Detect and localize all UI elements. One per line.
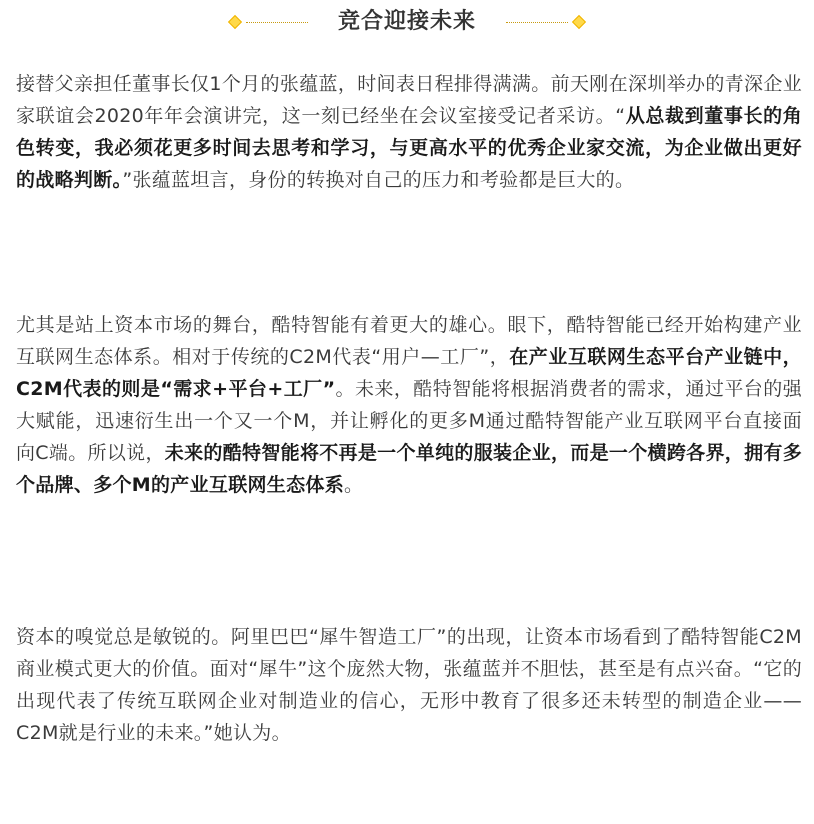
section-title: 竞合迎接未来	[337, 9, 476, 34]
paragraph-2	[16, 309, 802, 501]
paragraph-text: 尤其是站上资本市场的舞台，酷特智能有着更大的雄心。眼下，酷特智能已经开始构建产业互联网生态体系。相对于传统的C2M代表“用户—工厂”，	[16, 314, 802, 368]
dotted-divider	[506, 22, 568, 23]
diamond-icon	[228, 15, 242, 29]
header-ornament-right	[500, 4, 584, 40]
bold-highlight: 在产业互联网生态平台产业链中，C2M代表的则是“需求+平台+工厂”	[16, 346, 802, 400]
bold-highlight: 未来的酷特智能将不再是一个单纯的服装企业，而是一个横跨各界，拥有多个品牌、多个M的产业互联网生态体系	[16, 442, 803, 496]
diamond-icon	[572, 15, 586, 29]
header-ornament-left	[230, 4, 314, 40]
paragraph-1	[16, 68, 802, 196]
paragraph-text: 。未来，酷特智能将根据消费者的需求，通过平台的强大赋能，迅速衍生出一个又一个M，并让孵化的更多M通过酷特智能产业互联网平台直接面向C端。所以说，	[16, 378, 802, 464]
paragraph-text: 资本的嗅觉总是敏锐的。阿里巴巴“犀牛智造工厂”的出现，让资本市场看到了酷特智能C2M商业模式更大的价值。面对“犀牛”这个庞然大物，张蕴蓝并不胆怯，甚至是有点兴奋。“它的出现代表了传统互联网企业对制造业的信心，无形中教育了很多还未转型的制造企业——C2M就是行业的未来。”她认为。	[16, 626, 802, 744]
bold-quote: 从总裁到董事长的角色转变，我必须花更多时间去思考和学习，与更高水平的优秀企业家交流，为企业做出更好的战略判断。	[16, 105, 802, 191]
paragraph-text: 接替父亲担任董事长仅1个月的张蕴蓝，时间表日程排得满满。前天刚在深圳举办的青深企业家联谊会2020年年会演讲完，这一刻已经坐在会议室接受记者采访。“	[16, 73, 802, 127]
paragraph-3	[16, 621, 802, 749]
paragraph-text: 。	[344, 474, 364, 496]
paragraph-text: ”张蕴蓝坦言，身份的转换对自己的压力和考验都是巨大的。	[122, 169, 635, 191]
dotted-divider	[246, 22, 308, 23]
section-header	[0, 4, 814, 40]
